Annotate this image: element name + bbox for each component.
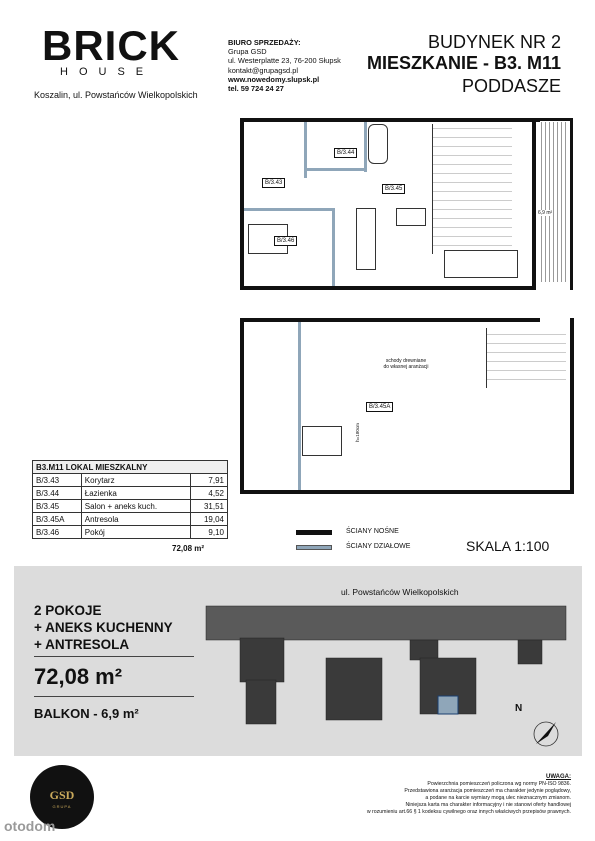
stairs-note-2: do własnej aranżacji [383,364,429,370]
stairs-note [366,358,446,370]
wall [240,490,574,494]
balcony-area: BALKON - 6,9 m² [34,706,139,721]
floor-plan-mezzanine [236,314,576,504]
north-arrow-icon [536,722,556,744]
building-wing [410,640,438,660]
legend-swatch-partition [296,545,332,550]
cell-area: 31,51 [190,500,227,513]
north-arrow [534,722,558,746]
room-label-b345: B/3.45 [382,184,405,194]
note-line: a podane na karcie wymiary mogą ulec nieznacznym zmianom. [425,795,571,801]
cell-name: Pokój [81,526,190,539]
sales-company: Grupa GSD [228,47,267,57]
building-wing [518,640,542,664]
building-wing [240,638,284,682]
wall [240,318,540,322]
bathtub [368,124,388,164]
cell-id: B/3.46 [33,526,82,539]
gsd-logo-text: GSD [49,788,75,802]
feature-mezzanine: + ANTRESOLA [34,637,130,652]
kitchen-counter [356,208,376,270]
note-title: UWAGA: [546,774,571,780]
partition-wall [332,208,335,286]
stairs-note-1: schody drewniane [385,358,427,364]
wall [536,118,572,121]
divider [34,696,194,697]
disclaimer-note [271,774,571,816]
table-row [33,500,228,513]
table-header-row [33,461,228,474]
cell-area: 7,91 [190,474,227,487]
legend-partition: ŚCIANY DZIAŁOWE [346,543,411,550]
sofa [444,250,518,278]
flat-header [367,32,561,98]
table-row [33,474,228,487]
cell-id: B/3.43 [33,474,82,487]
floor-title: PODDASZE [461,76,561,96]
wall [240,118,244,290]
sales-address: ul. Westerplatte 23, 76-200 Słupsk [228,56,341,66]
stairs [486,328,566,388]
building-block [206,606,566,640]
area-table [32,460,228,539]
partition-wall [298,322,301,490]
logo-word: BRICK [42,22,180,69]
table-total: 72,08 m² [172,544,205,553]
sales-email[interactable]: kontakt@grupagsd.pl [228,65,298,75]
wall [240,318,244,494]
floor-plan-lower [236,112,576,300]
flat-highlight [438,696,458,714]
balcony-hatch [538,122,568,282]
north-label: N [515,703,523,714]
gsd-logo-subtext: GRUPA [52,804,72,809]
hatch-opening [302,426,342,456]
table-row [33,513,228,526]
sales-web[interactable]: www.nowedomy.slupsk.pl [228,74,320,84]
room-label-b343: B/3.43 [262,178,285,188]
wall [240,118,540,122]
total-area: 72,08 m² [34,664,123,689]
partition-wall [304,168,364,171]
table-row [33,526,228,539]
cell-name: Łazienka [81,487,190,500]
brick-house-logo [42,22,202,78]
balcony-area-label: 6,9 m² [538,210,553,216]
sales-title: BIURO SPRZEDAŻY: [228,38,301,47]
cell-name: Korytarz [81,474,190,487]
note-line: Przedstawiona aranżacja pomieszczeń ma charakter jedynie poglądowy, [404,788,571,794]
room-label-b345a: B/3.45A [366,402,393,412]
cell-area: 9,10 [190,526,227,539]
cell-id: B/3.45 [33,500,82,513]
note-line: w rozumieniu art.66 § 1 kodeksu cywilnego oraz innych właściwych przepisów prawnych. [366,809,571,815]
building-wing [246,680,276,724]
cell-area: 4,52 [190,487,227,500]
height-note: h=180cm [354,423,360,442]
watermark: otodom [4,818,56,834]
room-label-b344: B/3.44 [334,148,357,158]
wall [570,118,573,290]
logo-subword: HOUSE [60,66,155,78]
flat-title: MIESZKANIE - B3. M11 [366,53,561,73]
dining-table [396,208,426,226]
wall [532,118,536,290]
legend-swatch-bearing [296,530,332,535]
features-list [34,602,173,653]
stairs [432,124,512,254]
table-title: B3.M11 LOKAL MIESZKALNY [33,461,228,474]
partition-wall [364,122,367,172]
table-row [33,487,228,500]
street-label: ul. Powstańców Wielkopolskich [341,587,459,597]
wall [570,318,574,494]
site-plan [200,598,580,754]
legend-bearing: ŚCIANY NOŚNE [346,528,399,535]
cell-area: 19,04 [190,513,227,526]
feature-rooms: 2 POKOJE [34,603,102,618]
cell-name: Antresola [81,513,190,526]
location-text: Koszalin, ul. Powstańców Wielkopolskich [34,90,198,100]
sales-office-block [228,38,341,93]
divider [34,656,194,657]
wall [240,286,536,290]
room-label-b346: B/3.46 [274,236,297,246]
building-wing [326,658,382,720]
sales-phone: tel. 59 724 24 27 [228,84,284,94]
note-line: Powierzchnia pomieszczeń policzona wg normy PN-ISO 9836. [427,781,571,787]
note-line: Niniejsza karta ma charakter informacyjny i nie stanowi oferty handlowej [405,802,571,808]
partition-wall [244,208,334,211]
building-title: BUDYNEK NR 2 [427,32,561,52]
cell-id: B/3.45A [33,513,82,526]
feature-kitchen: + ANEKS KUCHENNY [34,620,173,635]
cell-name: Salon + aneks kuch. [81,500,190,513]
cell-id: B/3.44 [33,487,82,500]
scale-label: SKALA 1:100 [466,538,550,554]
